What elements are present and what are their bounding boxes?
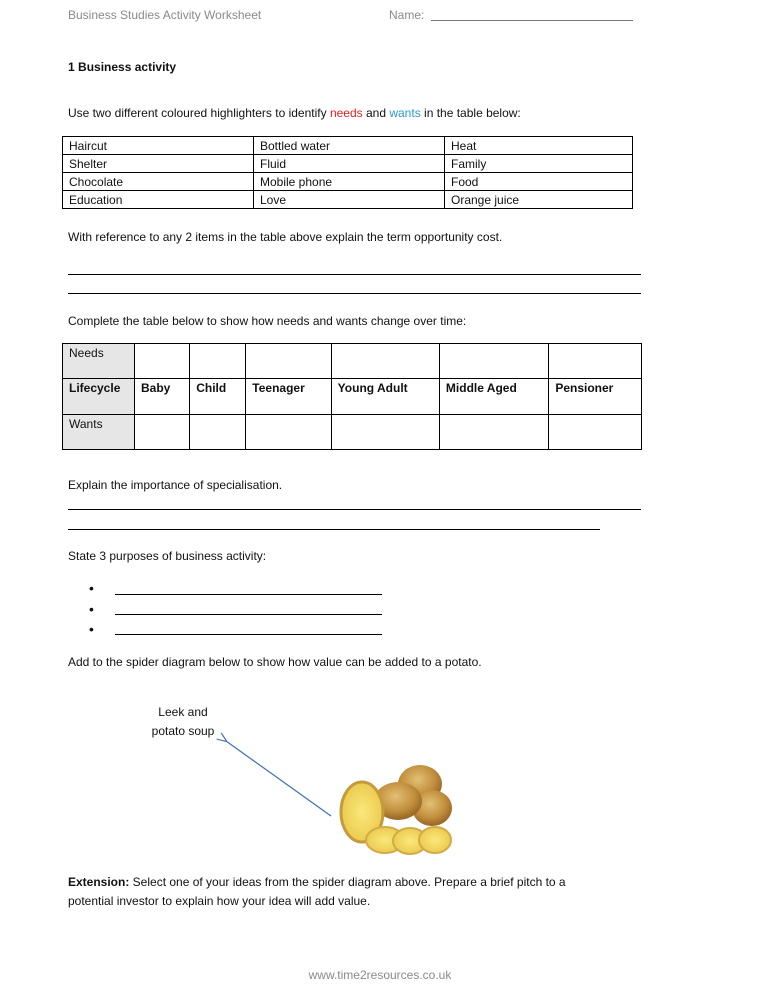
- bullet-icon: •: [89, 580, 94, 596]
- extension-label: Extension:: [68, 875, 130, 889]
- table-cell[interactable]: Chocolate: [63, 173, 254, 191]
- section-title: Business activity: [78, 60, 177, 74]
- needs-label: Needs: [63, 344, 135, 379]
- stage-baby: Baby: [135, 379, 190, 415]
- question-specialisation: Explain the importance of specialisation.: [68, 478, 283, 492]
- extension-line1: Select one of your ideas from the spider diagram above. Prepare a brief pitch to a: [129, 875, 566, 889]
- spider-label-line1: Leek and: [158, 705, 208, 719]
- table-cell[interactable]: Love: [254, 191, 445, 209]
- table-cell[interactable]: Haircut: [63, 137, 254, 155]
- table-cell[interactable]: Family: [445, 155, 633, 173]
- question-purposes: State 3 purposes of business activity:: [68, 549, 267, 563]
- bullet-icon: •: [89, 601, 94, 617]
- table-cell[interactable]: Shelter: [63, 155, 254, 173]
- wants-word: wants: [389, 106, 421, 120]
- worksheet-title: Business Studies Activity Worksheet: [68, 8, 262, 22]
- table-cell[interactable]: Bottled water: [254, 137, 445, 155]
- potato-image: [341, 765, 452, 854]
- extension-line2: potential investor to explain how your idea will add value.: [68, 894, 371, 908]
- table-cell[interactable]: Heat: [445, 137, 633, 155]
- question-spider-diagram: Add to the spider diagram below to show how value can be added to a potato.: [68, 655, 482, 669]
- stage-child: Child: [190, 379, 246, 415]
- name-label: Name:: [389, 8, 425, 22]
- stage-pensioner: Pensioner: [549, 379, 642, 415]
- table-cell[interactable]: Orange juice: [445, 191, 633, 209]
- q1-prefix: Use two different coloured highlighters to identify: [68, 106, 330, 120]
- q1-middle: and: [362, 106, 390, 120]
- table-cell[interactable]: Mobile phone: [254, 173, 445, 191]
- spider-label-line2: potato soup: [151, 724, 215, 738]
- footer-url[interactable]: www.time2resources.co.uk: [308, 968, 452, 982]
- extension-task: [68, 873, 566, 911]
- table-cell[interactable]: Food: [445, 173, 633, 191]
- stage-teenager: Teenager: [246, 379, 331, 415]
- lifecycle-label: Lifecycle: [63, 379, 135, 415]
- needs-word: needs: [329, 106, 363, 120]
- bullet-icon: •: [89, 621, 94, 637]
- wants-label: Wants: [63, 415, 135, 450]
- stage-young-adult: Young Adult: [331, 379, 439, 415]
- table-cell[interactable]: Education: [63, 191, 254, 209]
- table-cell[interactable]: Fluid: [254, 155, 445, 173]
- stage-middle-aged: Middle Aged: [439, 379, 548, 415]
- section-number: 1: [68, 60, 75, 74]
- question-lifecycle: Complete the table below to show how needs and wants change over time:: [68, 314, 467, 328]
- q1-suffix: in the table below:: [420, 106, 521, 120]
- spider-arrow: [226, 741, 331, 816]
- question-opportunity-cost: With reference to any 2 items in the table above explain the term opportunity cost.: [68, 230, 503, 244]
